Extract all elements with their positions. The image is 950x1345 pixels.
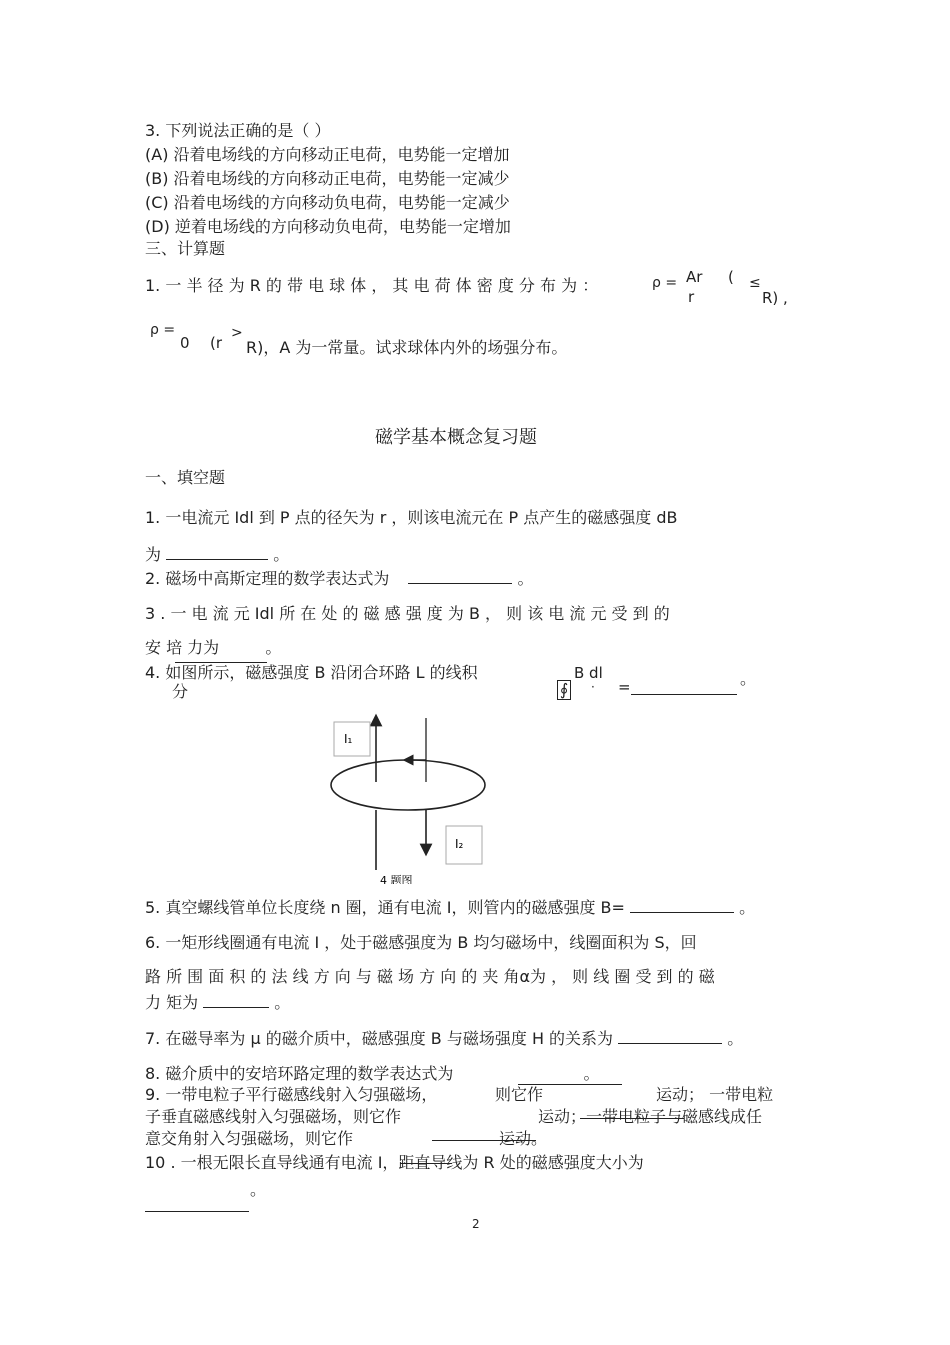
mq9-line3b: 运动。 (499, 1129, 548, 1148)
mq6-line3 (145, 991, 290, 1013)
mq2 (145, 567, 534, 589)
mq9-line1c: 运动； 一带电粒 (656, 1085, 774, 1104)
mq1-cont-prefix: 为 (145, 545, 162, 564)
mq5-suffix: 。 (739, 898, 756, 917)
calc1-frac-den: r (688, 288, 695, 306)
calc1-line2-rest: R)，A 为一常量。试求球体内外的场强分布。 (246, 338, 568, 357)
q4-figure (320, 712, 500, 884)
calc-heading: 三、计算题 (145, 239, 226, 258)
q3-option-c: (C) 沿着电场线的方向移动负电荷，电势能一定减少 (145, 193, 510, 212)
calc1-line2-gt: > (231, 325, 243, 341)
mq1-answer-blank[interactable] (166, 543, 268, 560)
mq5-answer-blank[interactable] (630, 896, 734, 913)
integral-sign: ∮ (557, 680, 571, 700)
fill-heading: 一、填空题 (145, 468, 226, 487)
calc1-rho-eq: ρ = (652, 275, 678, 291)
q3-option-a: (A) 沿着电场线的方向移动正电荷，电势能一定增加 (145, 145, 510, 164)
mq1-cont (145, 543, 289, 565)
mq4-suffix: 。 (740, 669, 757, 688)
q3-option-b: (B) 沿着电场线的方向移动正电荷，电势能一定减少 (145, 169, 510, 188)
mq6-line3-text: 力 矩为 (145, 993, 199, 1012)
mq4-strike-line (175, 662, 267, 663)
magnetic-title: 磁学基本概念复习题 (375, 427, 537, 448)
i2-label-box (446, 826, 482, 864)
mq6-line1: 6. 一矩形线圈通有电流 I ，处于磁感强度为 B 均匀磁场中，线圈面积为 S，回 (145, 933, 697, 952)
i2-label: I₂ (455, 837, 464, 851)
mq10-strike (400, 1163, 452, 1164)
mq6-line2: 路 所 围 面 积 的 法 线 方 向 与 磁 场 方 向 的 夹 角α为 ， 则 线 圈 受 到 的 磁 (145, 967, 715, 986)
mq9-line1a: 9. 一带电粒子平行磁感线射入匀强磁场， (145, 1085, 438, 1104)
mq4-answer-blank[interactable] (631, 694, 737, 695)
mq5-text: 5. 真空螺线管单位长度绕 n 圈，通有电流 I，则管内的磁感强度 B= (145, 898, 625, 917)
mq8-text: 8. 磁介质中的安培环路定理的数学表达式为 (145, 1064, 454, 1083)
calc1-r-end: R) , (762, 289, 788, 307)
i1-label: I₁ (344, 732, 353, 746)
mq4-eq: = (618, 678, 631, 696)
mq1-text: 1. 一电流元 Idl 到 P 点的径矢为 r ，则该电流元在 P 点产生的磁感强度 dB (145, 508, 678, 527)
mq9-line2b: 运动；一带电粒子与磁感线成任 (538, 1107, 763, 1126)
mq2-answer-blank[interactable] (408, 567, 512, 584)
mq7-suffix: 。 (727, 1029, 744, 1048)
mq8 (145, 1062, 600, 1084)
mq10-line1: 10 . 一根无限长直导线通有电流 I，距直导线为 R 处的磁感强度大小为 (145, 1153, 644, 1172)
mq5 (145, 896, 755, 918)
mq9-line2a: 子垂直磁感线射入匀强磁场，则它作 (145, 1107, 402, 1126)
calc1-line2-zero: 0 (180, 334, 190, 352)
mq8-suffix: 。 (583, 1064, 600, 1083)
calc1-frac-num: Ar (686, 268, 703, 286)
mq7 (145, 1027, 743, 1049)
mq2-suffix: 。 (517, 569, 534, 588)
mq4-cont: 分 (172, 682, 189, 701)
mq10-answer-blank[interactable] (145, 1211, 249, 1212)
figure-caption: 4 题图 (380, 874, 413, 884)
mq3-answer-blank[interactable] (224, 636, 260, 653)
mq3-cont (145, 636, 281, 658)
mq7-answer-blank[interactable] (618, 1027, 722, 1044)
mq3-text: 3 . 一 电 流 元 Idl 所 在 处 的 磁 感 强 度 为 B ， 则 该 电 流 元 受 到 的 (145, 604, 670, 623)
closed-loop-l (331, 760, 485, 810)
mq6-suffix: 。 (274, 993, 291, 1012)
mq9-blank-3[interactable] (432, 1140, 536, 1141)
q3-stem: 3. 下列说法正确的是（ ） (145, 121, 331, 140)
mq4-dot: · (591, 680, 595, 694)
mq10-suffix: 。 (250, 1180, 267, 1199)
mq9-line3a: 意交角射入匀强磁场，则它作 (145, 1129, 354, 1148)
mq1-cont-suffix: 。 (273, 545, 290, 564)
calc1-paren: ( (728, 268, 734, 286)
mq3-cont-text: 安 培 力为 (145, 638, 220, 657)
mq7-text: 7. 在磁导率为 μ 的磁介质中，磁感强度 B 与磁场强度 H 的关系为 (145, 1029, 614, 1048)
mq3-suffix: 。 (265, 638, 282, 657)
calc1-line1: 1. 一 半 径 为 R 的 带 电 球 体 ， 其 电 荷 体 密 度 分 布 为 ： (145, 276, 599, 295)
mq9-blank-2[interactable] (580, 1118, 684, 1119)
mq8-answer-blank[interactable] (458, 1062, 578, 1079)
q3-option-d: (D) 逆着电场线的方向移动负电荷，电势能一定增加 (145, 217, 511, 236)
mq4-integrand: B dl (574, 664, 603, 682)
mq2-text: 2. 磁场中高斯定理的数学表达式为 (145, 569, 390, 588)
calc1-le: ≤ (749, 275, 761, 291)
calc1-line2-r: (r (210, 334, 223, 352)
mq6-answer-blank[interactable] (203, 991, 269, 1008)
mq4-text: 4. 如图所示，磁感强度 B 沿闭合环路 L 的线积 (145, 663, 478, 682)
mq9-line1b: 则它作 (495, 1085, 544, 1104)
page-number: 2 (472, 1217, 480, 1231)
calc1-line2-rho: ρ = (150, 322, 176, 338)
